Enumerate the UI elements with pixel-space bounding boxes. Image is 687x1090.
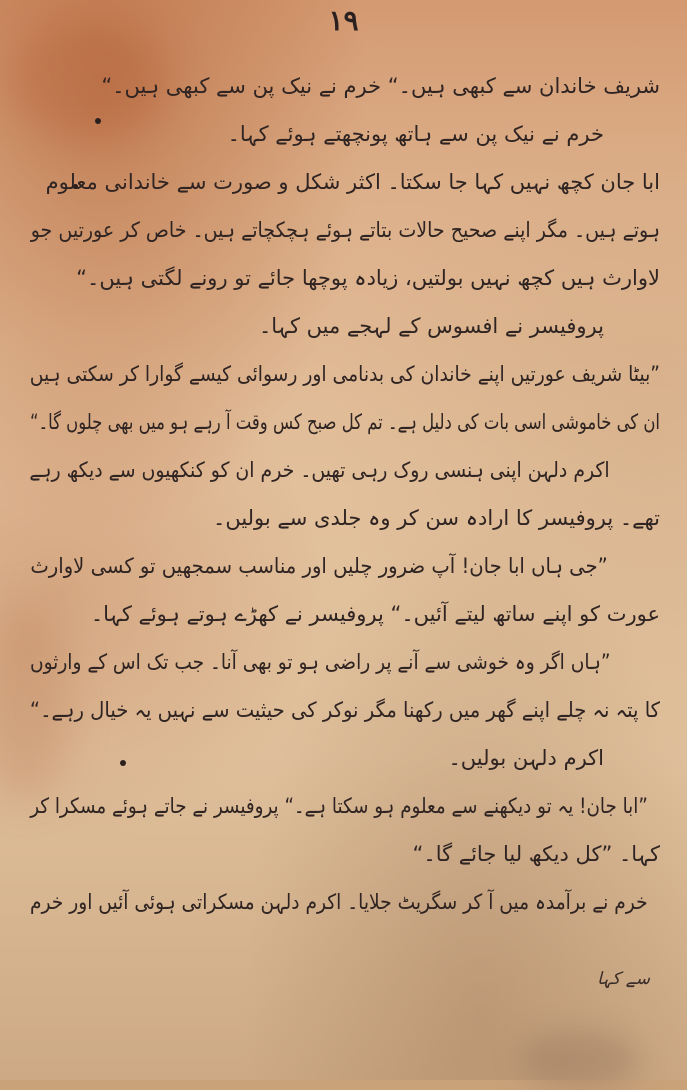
- text-line: ابا جان کچھ نہیں کہا جا سکتا۔ اکثر شکل و صورت سے خاندانی معلوم: [45, 170, 660, 194]
- text-line: شریف خاندان سے کبھی ہیں۔“ خرم نے نیک پن سے کبھی ہیں۔“: [101, 74, 660, 98]
- text-line: اکرم دلہن بولیں۔: [448, 746, 604, 770]
- text-line: ”جی ہاں ابا جان! آپ ضرور چلیں اور مناسب سمجھیں تو کسی لاوارث: [30, 554, 608, 578]
- text-line: تھے۔ پروفیسر کا ارادہ سن کر وہ جلدی سے بولیں۔: [213, 506, 660, 530]
- text-line: پروفیسر نے افسوس کے لہجے میں کہا۔: [258, 314, 604, 338]
- text-line: ”ابا جان! یہ تو دیکھنے سے معلوم ہو سکتا ہے۔“ پروفیسر نے جاتے ہوئے مسکرا کر: [30, 794, 648, 818]
- page-number: ۱۹: [328, 4, 359, 37]
- footer-catchword: سے کہا: [597, 969, 650, 989]
- text-line: عورت کو اپنے ساتھ لیتے آئیں۔“ پروفیسر نے کھڑے ہوتے ہوئے کہا۔: [90, 602, 660, 626]
- text-line: اکرم دلہن اپنی ہنسی روک رہی تھیں۔ خرم ان کو کنکھیوں سے دیکھ رہے: [29, 458, 610, 482]
- text-line: خرم نے برآمدہ میں آ کر سگریٹ جلایا۔ اکرم دلہن مسکراتی ہوئی آئیں اور خرم: [29, 890, 648, 914]
- text-line: ہوتے ہیں۔ مگر اپنے صحیح حالات بتاتے ہوئے ہچکچاتے ہیں۔ خاص کر عورتیں جو: [30, 218, 661, 242]
- paper-stain: [520, 1030, 640, 1090]
- text-line: خرم نے نیک پن سے ہاتھ پونچھتے ہوئے کہا۔: [227, 122, 604, 146]
- text-line: کہا۔ ”کل دیکھ لیا جائے گا۔“: [412, 842, 660, 866]
- text-line: ان کی خاموشی اسی بات کی دلیل ہے۔ تم کل صبح کس وقت آ رہے ہو میں بھی چلوں گا۔“: [29, 410, 660, 434]
- text-line: ”بیٹا شریف عورتیں اپنے خاندان کی بدنامی اور رسوائی کیسے گوارا کر سکتی ہیں: [29, 362, 661, 386]
- body-text: [30, 62, 660, 926]
- text-line: کا پتہ نہ چلے اپنے گھر میں رکھنا مگر نوکر کی حیثیت سے نہیں یہ خیال رہے۔“: [29, 698, 661, 722]
- text-line: لاوارث ہیں کچھ نہیں بولتیں، زیادہ پوچھا جائے تو رونے لگتی ہیں۔“: [76, 266, 660, 290]
- text-line: ”ہاں اگر وہ خوشی سے آنے پر راضی ہو تو بھی آنا۔ جب تک اس کے وارثوں: [29, 650, 611, 674]
